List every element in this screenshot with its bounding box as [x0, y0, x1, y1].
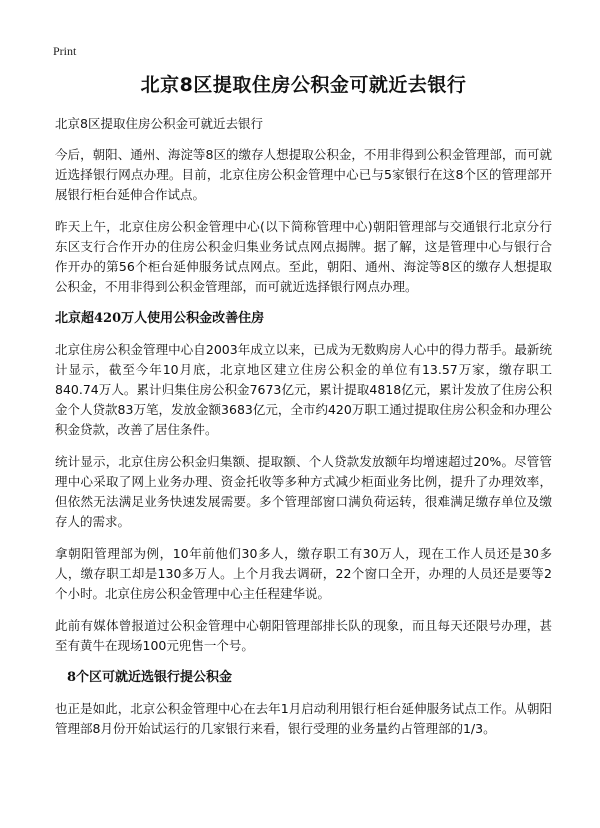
- print-link[interactable]: Print: [53, 44, 77, 58]
- section-heading-2: 8个区可就近选银行提公积金: [67, 670, 233, 685]
- section1-paragraph-1: 北京住房公积金管理中心自2003年成立以来，已成为无数购房人心中的得力帮手。最新统计显示，截至今年10月底，北京地区建立住房公积金的单位有13.57万家，缴存职工840.74万人。累计归集住房公积金7673亿元，累计提取4818亿元，累计发放了住房公积金个人贷款83万笔，发放金额3683亿元，全市约420万职工通过提取住房公积金和办理公积金贷款，改善了居住条件。: [55, 342, 552, 437]
- section1-paragraph-3: 拿朝阳管理部为例，10年前他们30多人，缴存职工有30万人，现在工作人员还是30多人，缴存职工却是130多万人。上个月我去调研，22个窗口全开，办理的人员还是要等2个小时。北京住房公积金管理中心主任程建华说。: [55, 546, 552, 601]
- section2-paragraph-1: 也正是如此，北京公积金管理中心在去年1月启动利用银行柜台延伸服务试点工作。从朝阳管理部8月份开始试运行的几家银行来看，银行受理的业务量约占管理部的1/3。: [55, 701, 552, 736]
- intro-paragraph-2: 昨天上午，北京住房公积金管理中心(以下简称管理中心)朝阳管理部与交通银行北京分行东区支行合作开办的住房公积金归集业务试点网点揭牌。据了解，这是管理中心与银行合作开办的第56个柜台延伸服务试点网点。至此，朝阳、通州、海淀等8区的缴存人想提取公积金，不用非得到公积金管理部，而可就近选择银行网点办理。: [55, 219, 552, 294]
- section-heading-1: 北京超420万人使用公积金改善住房: [55, 311, 265, 326]
- intro-paragraph-1: 今后，朝阳、通州、海淀等8区的缴存人想提取公积金，不用非得到公积金管理部，而可就近选择银行网点办理。目前，北京住房公积金管理中心已与5家银行在这8个区的管理部开展银行柜台延伸合作试点。: [55, 147, 552, 202]
- section1-paragraph-4: 此前有媒体曾报道过公积金管理中心朝阳管理部排长队的现象，而且每天还限号办理，甚至有黄牛在现场100元兜售一个号。: [55, 618, 552, 653]
- article-subtitle: 北京8区提取住房公积金可就近去银行: [55, 116, 263, 131]
- section1-paragraph-2: 统计显示，北京住房公积金归集额、提取额、个人贷款发放额年均增速超过20%。尽管管理中心采取了网上业务办理、资金托收等多种方式减少柜面业务比例，提升了办理效率，但依然无法满足业务快速发展需要。多个管理部窗口满负荷运转，很难满足缴存单位及缴存人的需求。: [55, 454, 552, 529]
- article-title: 北京8区提取住房公积金可就近去银行: [140, 74, 467, 96]
